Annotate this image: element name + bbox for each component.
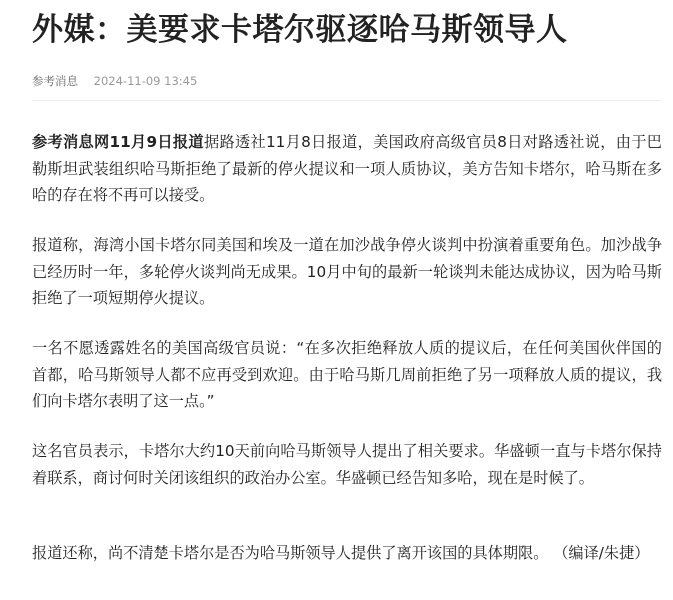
paragraph-1-text: 据路透社11月8日报道，美国政府高级官员8日对路透社说，由于巴勒斯坦武装组织哈马斯拒绝了最新的停火提议和一项人质协议，美方告知卡塔尔，哈马斯在多哈的存在将不再可以接受。 [32,133,662,204]
paragraph-4: 这名官员表示，卡塔尔大约10天前向哈马斯领导人提出了相关要求。华盛顿一直与卡塔尔保持着联系，商讨何时关闭该组织的政治办公室。华盛顿已经告知多哈，现在是时候了。 [32,442,662,487]
meta-divider [32,100,662,101]
paragraph-1 [32,129,662,209]
dateline: 参考消息网11月9日报道 [32,133,204,151]
article-title: 外媒：美要求卡塔尔驱逐哈马斯领导人 [32,12,568,48]
paragraph-3: 一名不愿透露姓名的美国高级官员说：“在多次拒绝释放人质的提议后，在任何美国伙伴国的首都，哈马斯领导人都不应再受到欢迎。由于哈马斯几周前拒绝了另一项释放人质的提议，我们向卡塔尔表明了这一点。” [32,339,662,410]
paragraph-2: 报道称，海湾小国卡塔尔同美国和埃及一道在加沙战争停火谈判中扮演着重要角色。加沙战争已经历时一年，多轮停火谈判尚无成果。10月中旬的最新一轮谈判未能达成协议，因为哈马斯拒绝了一项短期停火提议。 [32,236,662,307]
article-source[interactable]: 参考消息 [32,74,78,88]
paragraph-5: 报道还称，尚不清楚卡塔尔是否为哈马斯领导人提供了离开该国的具体期限。 （编译/朱捷） [32,544,650,562]
publish-time: 2024-11-09 13:45 [93,74,198,88]
article-meta [32,73,197,89]
